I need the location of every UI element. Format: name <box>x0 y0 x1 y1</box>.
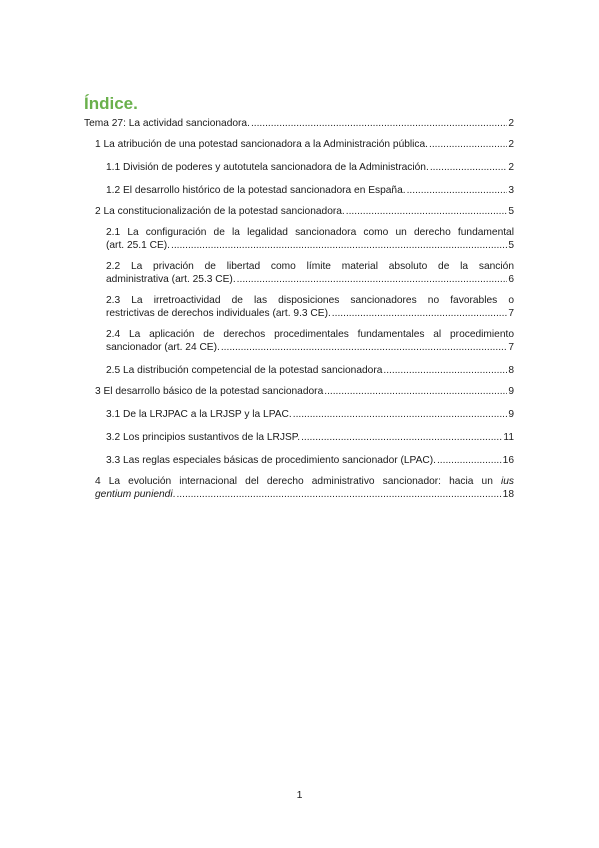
toc-entry-title-line1: 2.3 La irretroactividad de las disposiciones sancionadores no favorables o <box>106 295 514 306</box>
toc-entry-page: 7 <box>508 342 514 353</box>
toc-entry-page: 9 <box>508 386 514 397</box>
toc-entry[interactable] <box>106 364 514 377</box>
toc-entry-page: 2 <box>508 118 514 129</box>
toc-entry[interactable] <box>106 226 514 252</box>
toc-entry-page: 9 <box>508 409 514 420</box>
toc-entry-title: 2 La constitucionalización de la potestad sancionadora. <box>95 206 345 217</box>
toc-leader-dots <box>301 431 502 444</box>
toc-entry-page: 3 <box>508 185 514 196</box>
toc-entry-page: 6 <box>508 274 514 285</box>
toc-entry-page: 5 <box>508 206 514 217</box>
toc-leader-dots <box>429 138 507 151</box>
toc-entry-page: 8 <box>508 365 514 376</box>
toc-leader-dots <box>407 184 508 197</box>
toc-entry-title: 1.1 División de poderes y autotutela sancionadora de la Administración. <box>106 162 429 173</box>
toc-entry[interactable] <box>106 294 514 320</box>
toc-entry-title-line1: 2.1 La configuración de la legalidad sancionadora como un derecho fundamental <box>106 227 514 238</box>
toc-entry[interactable] <box>106 454 514 467</box>
toc-entry-title: 3.2 Los principios sustantivos de la LRJSP. <box>106 432 301 443</box>
toc-entry-title: 1.2 El desarrollo histórico de la potestad sancionadora en España. <box>106 185 406 196</box>
table-of-contents <box>84 117 514 501</box>
toc-leader-dots <box>332 307 508 320</box>
toc-entry-title: Tema 27: La actividad sancionadora. <box>84 118 250 129</box>
toc-leader-dots <box>346 205 508 218</box>
toc-entry[interactable] <box>95 475 514 501</box>
toc-entry[interactable] <box>95 385 514 398</box>
toc-entry[interactable] <box>106 161 514 174</box>
toc-entry[interactable] <box>95 138 514 151</box>
toc-entry[interactable] <box>95 205 514 218</box>
index-heading: Índice. <box>84 94 138 113</box>
toc-entry-page: 2 <box>508 139 514 150</box>
toc-leader-dots <box>221 341 508 354</box>
toc-leader-dots <box>437 454 502 467</box>
toc-entry-title-line2: (art. 25.1 CE). <box>106 240 170 251</box>
toc-entry-title: 3.3 Las reglas especiales básicas de procedimiento sancionador (LPAC). <box>106 455 436 466</box>
toc-entry-title-line2: restrictivas de derechos individuales (art. 9.3 CE). <box>106 308 331 319</box>
toc-leader-dots <box>383 364 507 377</box>
toc-entry-title: 3.1 De la LRJPAC a la LRJSP y la LPAC. <box>106 409 292 420</box>
toc-entry[interactable] <box>106 184 514 197</box>
toc-entry[interactable] <box>106 408 514 421</box>
toc-entry-title-line2: sancionador (art. 24 CE). <box>106 342 220 353</box>
toc-entry-page: 2 <box>508 162 514 173</box>
toc-entry[interactable] <box>84 117 514 130</box>
toc-entry-title: 3 El desarrollo básico de la potestad sancionadora <box>95 386 324 397</box>
page-number: 1 <box>296 789 303 801</box>
toc-entry-page: 7 <box>508 308 514 319</box>
toc-entry-page: 16 <box>502 455 514 466</box>
toc-entry[interactable] <box>106 260 514 286</box>
toc-entry-title-line1: 2.4 La aplicación de derechos procedimentales fundamentales al procedimiento <box>106 329 514 340</box>
toc-leader-dots <box>324 385 507 398</box>
toc-leader-dots <box>293 408 508 421</box>
toc-entry-page: 11 <box>503 432 514 443</box>
toc-entry-title-line2: administrativa (art. 25.3 CE). <box>106 274 236 285</box>
toc-leader-dots <box>171 239 507 252</box>
toc-entry-page: 5 <box>508 240 514 251</box>
toc-entry-title-line1: 4 La evolución internacional del derecho administrativo sancionador: hacia un ius <box>95 476 514 487</box>
toc-leader-dots <box>176 488 501 501</box>
toc-entry-page: 18 <box>502 489 514 500</box>
toc-entry-title: 1 La atribución de una potestad sancionadora a la Administración pública. <box>95 139 429 150</box>
toc-entry[interactable] <box>106 431 514 444</box>
toc-leader-dots <box>430 161 508 174</box>
toc-entry-title: 2.5 La distribución competencial de la potestad sancionadora <box>106 365 383 376</box>
toc-entry-title-line1: 2.2 La privación de libertad como límite material absoluto de la sanción <box>106 261 514 272</box>
toc-leader-dots <box>237 273 508 286</box>
toc-entry[interactable] <box>106 328 514 354</box>
toc-entry-title-line2: gentium puniendi. <box>95 489 176 500</box>
toc-leader-dots <box>251 117 507 130</box>
